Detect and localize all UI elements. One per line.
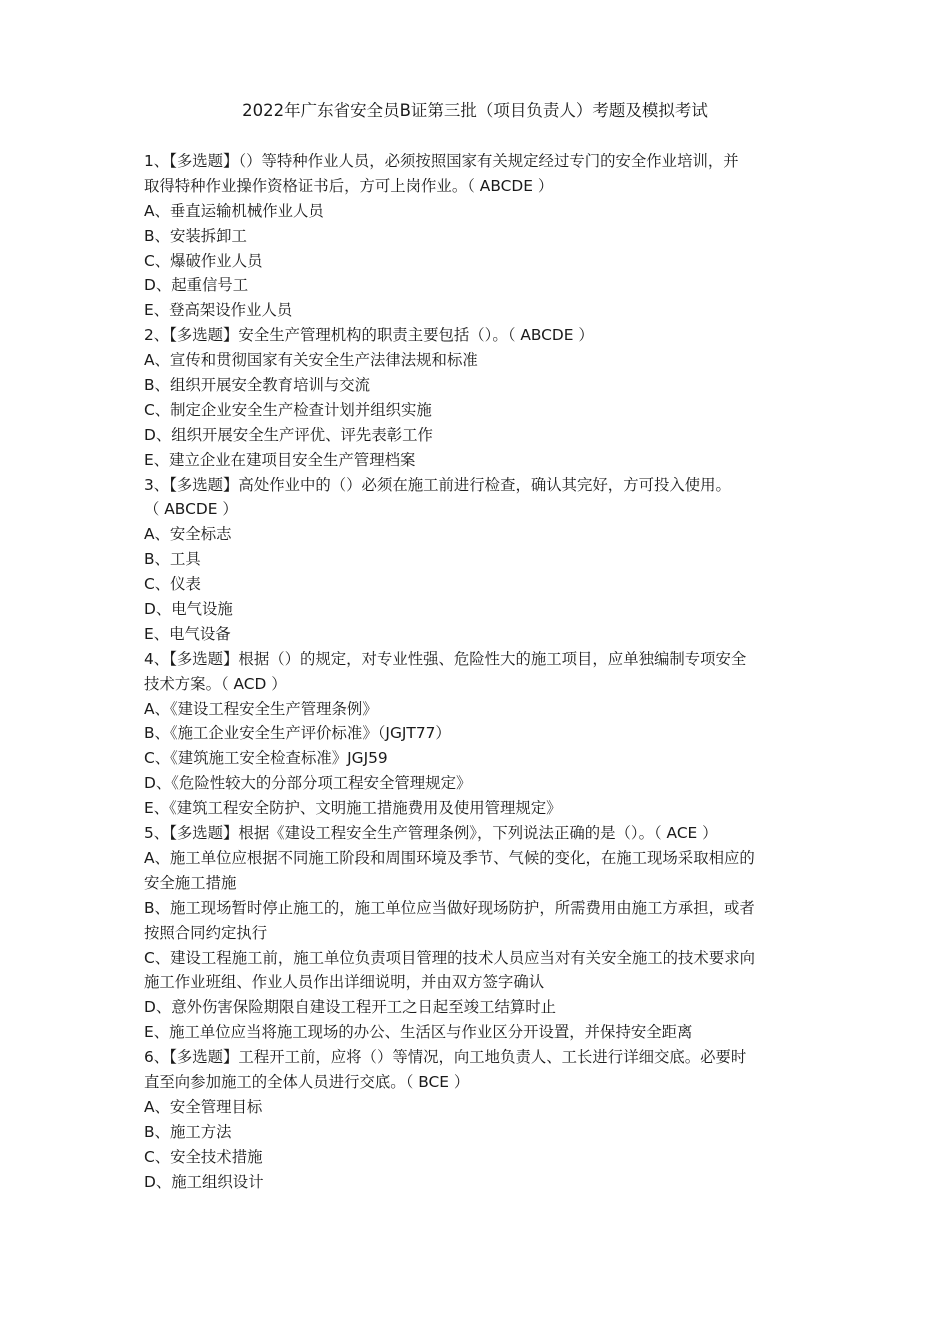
question-5-option-c-cont: 施工作业班组、作业人员作出详细说明，并由双方签字确认 <box>144 973 545 992</box>
question-3-option-a: A、安全标志 <box>144 525 232 544</box>
question-6-option-a: A、安全管理目标 <box>144 1097 263 1116</box>
question-2-option-d: D、组织开展安全生产评优、评先表彰工作 <box>144 425 433 444</box>
question-6-option-b: B、施工方法 <box>144 1122 232 1141</box>
question-2-stem: 2、【多选题】安全生产管理机构的职责主要包括（）。（ ABCDE ） <box>144 326 594 345</box>
question-5-stem: 5、【多选题】根据《建设工程安全生产管理条例》，下列说法正确的是（）。（ ACE ） <box>144 824 718 843</box>
question-5-option-a: A、施工单位应根据不同施工阶段和周围环境及季节、气候的变化，在施工现场采取相应的 <box>144 848 755 867</box>
question-4-option-d: D、《危险性较大的分部分项工程安全管理规定》 <box>144 774 472 793</box>
question-5-option-d: D、意外伤害保险期限自建设工程开工之日起至竣工结算时止 <box>144 998 557 1017</box>
question-1-option-a: A、垂直运输机械作业人员 <box>144 201 324 220</box>
question-3-answer: （ ABCDE ） <box>144 500 238 519</box>
question-3-option-c: C、仪表 <box>144 575 201 594</box>
question-5-option-b: B、施工现场暂时停止施工的，施工单位应当做好现场防护，所需费用由施工方承担，或者 <box>144 898 755 917</box>
question-2-option-e: E、建立企业在建项目安全生产管理档案 <box>144 450 416 469</box>
question-3-option-b: B、工具 <box>144 550 201 569</box>
question-1-option-c: C、爆破作业人员 <box>144 251 263 270</box>
question-1-stem-cont: 取得特种作业操作资格证书后，方可上岗作业。（ ABCDE ） <box>144 176 554 195</box>
question-5-option-e: E、施工单位应当将施工现场的办公、生活区与作业区分开设置，并保持安全距离 <box>144 1023 693 1042</box>
question-4-option-c: C、《建筑施工安全检查标准》JGJ59 <box>144 749 388 768</box>
question-1-option-e: E、登高架设作业人员 <box>144 301 293 320</box>
question-4-option-b: B、《施工企业安全生产评价标准》（JGJT77） <box>144 724 451 743</box>
question-5-option-c: C、建设工程施工前，施工单位负责项目管理的技术人员应当对有关安全施工的技术要求向 <box>144 948 755 967</box>
question-3-option-e: E、电气设备 <box>144 624 231 643</box>
question-3-stem: 3、【多选题】高处作业中的（）必须在施工前进行检查，确认其完好，方可投入使用。 <box>144 475 731 494</box>
question-list <box>144 149 812 1194</box>
question-1-stem: 1、【多选题】（）等特种作业人员，必须按照国家有关规定经过专门的安全作业培训，并 <box>144 152 739 170</box>
question-1-option-b: B、安装拆卸工 <box>144 226 247 245</box>
question-3-option-d: D、电气设施 <box>144 600 233 619</box>
question-4-option-a: A、《建设工程安全生产管理条例》 <box>144 699 378 718</box>
question-6-option-c: C、安全技术措施 <box>144 1147 263 1166</box>
question-2-option-a: A、宣传和贯彻国家有关安全生产法律法规和标准 <box>144 351 478 370</box>
question-1-option-d: D、起重信号工 <box>144 276 249 295</box>
question-4-option-e: E、《建筑工程安全防护、文明施工措施费用及使用管理规定》 <box>144 799 562 818</box>
question-6-stem: 6、【多选题】工程开工前，应将（）等情况，向工地负责人、工长进行详细交底。必要时 <box>144 1048 747 1067</box>
question-6-stem-cont: 直至向参加施工的全体人员进行交底。（ BCE ） <box>144 1072 470 1091</box>
question-2-option-b: B、组织开展安全教育培训与交流 <box>144 376 371 395</box>
question-5-option-b-cont: 按照合同约定执行 <box>144 923 268 942</box>
question-4-stem: 4、【多选题】根据（）的规定，对专业性强、危险性大的施工项目，应单独编制专项安全 <box>144 649 747 668</box>
document-title: 2022年广东省安全员B证第三批（项目负责人）考题及模拟考试 <box>242 101 708 120</box>
question-2-option-c: C、制定企业安全生产检查计划并组织实施 <box>144 400 432 419</box>
question-6-option-d: D、施工组织设计 <box>144 1172 264 1191</box>
question-5-option-a-cont: 安全施工措施 <box>144 873 237 892</box>
question-4-stem-cont: 技术方案。（ ACD ） <box>144 674 287 693</box>
